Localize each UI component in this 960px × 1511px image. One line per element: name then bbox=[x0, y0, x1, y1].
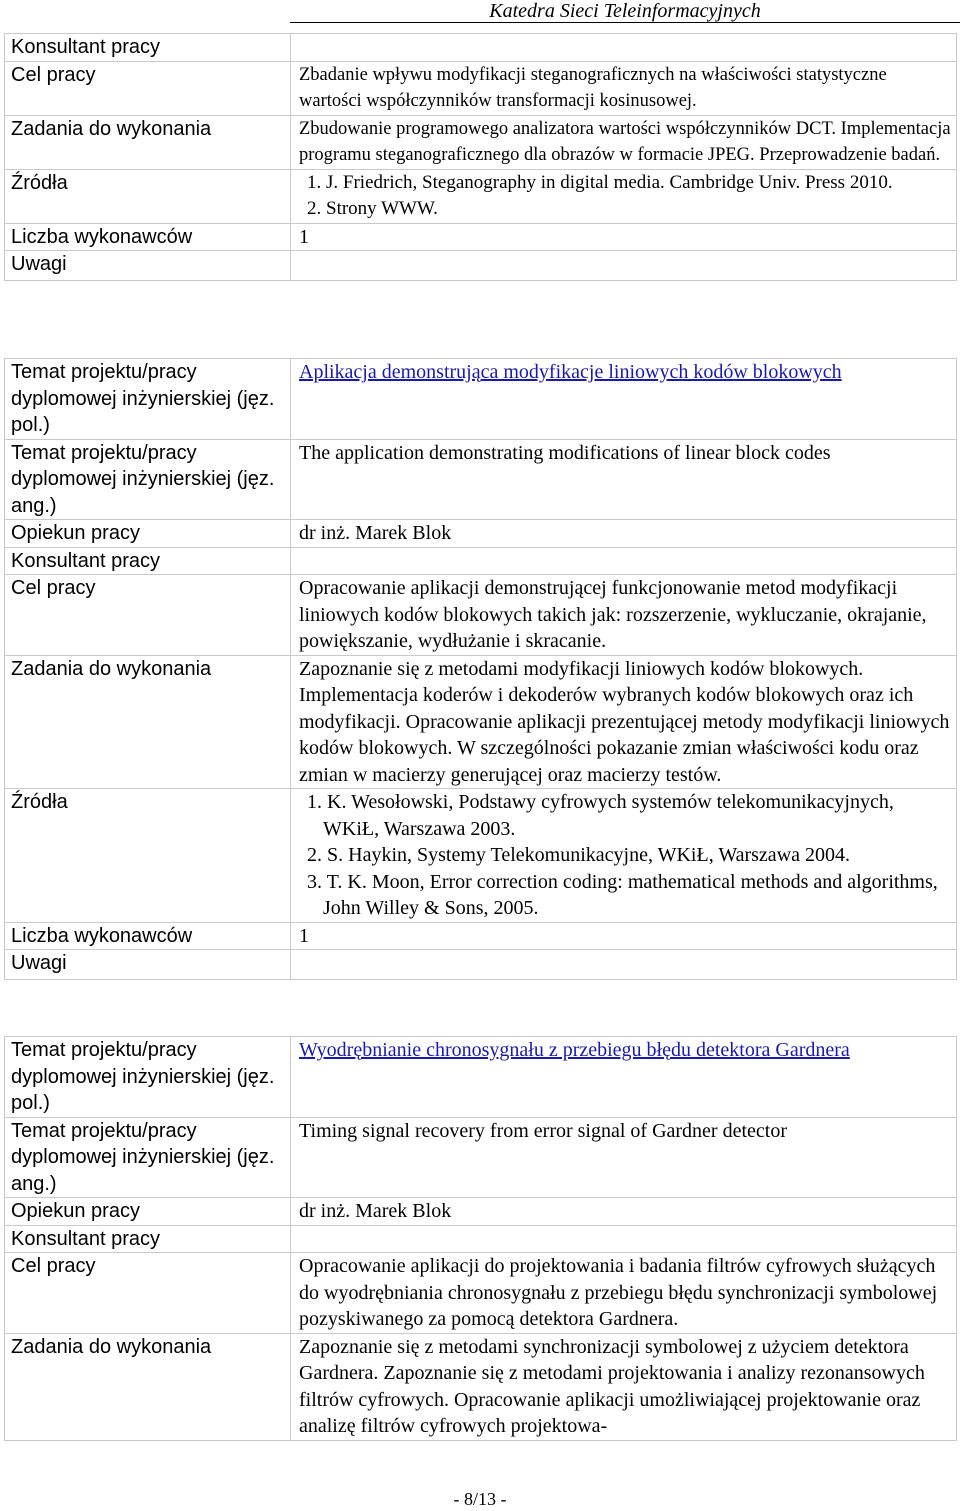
row-label: Cel pracy bbox=[5, 61, 291, 115]
row-label: Liczba wykonawców bbox=[5, 223, 291, 251]
table-row bbox=[5, 789, 957, 923]
thesis-table-3 bbox=[4, 1036, 957, 1441]
table-row bbox=[5, 922, 957, 950]
consultant bbox=[291, 547, 957, 575]
goal: Opracowanie aplikacji do projektowania i badania filtrów cyfrowych służących do wyodrębniania chronosygnału z przebiegu błędu synchronizacji symbolowej pozyskiwanego za pomocą detektora Gardnera. bbox=[291, 1253, 957, 1334]
table-row bbox=[5, 575, 957, 656]
supervisor: dr inż. Marek Blok bbox=[291, 520, 957, 548]
sources-label: Źródła bbox=[5, 789, 291, 923]
supervisor-label: Opiekun pracy bbox=[5, 1198, 291, 1226]
title-pl-link[interactable]: Wyodrębnianie chronosygnału z przebiegu błędu detektora Gardnera bbox=[299, 1039, 850, 1061]
table-row bbox=[5, 169, 957, 223]
table-row bbox=[5, 439, 957, 520]
table-row bbox=[5, 1037, 957, 1118]
sources-list bbox=[291, 169, 957, 223]
title-en-label: Temat projektu/pracy dyplomowej inżynierskiej (jęz. ang.) bbox=[5, 1117, 291, 1198]
table-row bbox=[5, 251, 957, 281]
table-row bbox=[5, 1253, 957, 1334]
source-item: 1. J. Friedrich, Steganography in digital media. Cambridge Univ. Press 2010. bbox=[307, 171, 893, 193]
table-row bbox=[5, 359, 957, 440]
title-en: Timing signal recovery from error signal of Gardner detector bbox=[291, 1117, 957, 1198]
consultant bbox=[291, 1225, 957, 1253]
page-number: - 8/13 - bbox=[453, 1489, 507, 1509]
title-pl bbox=[291, 359, 957, 440]
goal-label: Cel pracy bbox=[5, 575, 291, 656]
row-label: Zadania do wykonania bbox=[5, 115, 291, 169]
row-value bbox=[291, 34, 957, 62]
table-row bbox=[5, 547, 957, 575]
count: 1 bbox=[291, 922, 957, 950]
table-row bbox=[5, 34, 957, 62]
row-value: 1 bbox=[291, 223, 957, 251]
table-row bbox=[5, 115, 957, 169]
title-pl bbox=[291, 1037, 957, 1118]
sources-list bbox=[291, 789, 957, 923]
table-row bbox=[5, 950, 957, 980]
goal: Opracowanie aplikacji demonstrującej funkcjonowanie metod modyfikacji liniowych kodów blokowych takich jak: rozszerzenie, wykluczanie, okrajanie, powiększanie, wydłużanie i skracanie. bbox=[291, 575, 957, 656]
title-pl-label: Temat projektu/pracy dyplomowej inżynierskiej (jęz. pol.) bbox=[5, 359, 291, 440]
page-header: Katedra Sieci Teleinformacyjnych bbox=[290, 0, 960, 23]
source-item: 1. K. Wesołowski, Podstawy cyfrowych systemów telekomunikacyjnych, WKiŁ, Warszawa 2003. bbox=[307, 791, 894, 840]
title-en-label: Temat projektu/pracy dyplomowej inżynierskiej (jęz. ang.) bbox=[5, 439, 291, 520]
notes bbox=[291, 950, 957, 980]
row-label: Uwagi bbox=[5, 251, 291, 281]
row-label: Źródła bbox=[5, 169, 291, 223]
table-row bbox=[5, 655, 957, 789]
table-row bbox=[5, 223, 957, 251]
table-row bbox=[5, 61, 957, 115]
supervisor: dr inż. Marek Blok bbox=[291, 1198, 957, 1226]
title-pl-link[interactable]: Aplikacja demonstrująca modyfikacje liniowych kodów blokowych bbox=[299, 361, 842, 383]
consultant-label: Konsultant pracy bbox=[5, 547, 291, 575]
title-pl-label: Temat projektu/pracy dyplomowej inżynierskiej (jęz. pol.) bbox=[5, 1037, 291, 1118]
notes-label: Uwagi bbox=[5, 950, 291, 980]
title-en: The application demonstrating modifications of linear block codes bbox=[291, 439, 957, 520]
row-label: Konsultant pracy bbox=[5, 34, 291, 62]
source-item: 2. Strony WWW. bbox=[307, 198, 438, 219]
tasks-label: Zadania do wykonania bbox=[5, 1333, 291, 1440]
row-value bbox=[291, 251, 957, 281]
table-row bbox=[5, 520, 957, 548]
thesis-table-2 bbox=[4, 358, 957, 980]
tasks-label: Zadania do wykonania bbox=[5, 655, 291, 789]
supervisor-label: Opiekun pracy bbox=[5, 520, 291, 548]
row-value: Zbudowanie programowego analizatora wartości współczynników DCT. Implementacja programu steganograficznego dla obrazów w formacie JPEG. Przeprowadzenie badań. bbox=[291, 115, 957, 169]
tasks: Zapoznanie się z metodami modyfikacji liniowych kodów blokowych. Implementacja koderów i dekoderów wybranych kodów blokowych oraz ich modyfikacji. Opracowanie aplikacji prezentującej metody modyfikacji liniowych kodów blokowych. W szczególności pokazanie zmian właściwości kodu oraz zmian w macierzy generującej oraz macierzy testów. bbox=[291, 655, 957, 789]
goal-label: Cel pracy bbox=[5, 1253, 291, 1334]
source-item: 2. S. Haykin, Systemy Telekomunikacyjne, WKiŁ, Warszawa 2004. bbox=[307, 844, 851, 866]
consultant-label: Konsultant pracy bbox=[5, 1225, 291, 1253]
row-value: Zbadanie wpływu modyfikacji steganograficznych na właściwości statystyczne wartości współczynników transformacji kosinusowej. bbox=[291, 61, 957, 115]
thesis-table-1 bbox=[4, 33, 957, 281]
table-row bbox=[5, 1333, 957, 1440]
source-item: 3. T. K. Moon, Error correction coding: mathematical methods and algorithms, John Willey & Sons, 2005. bbox=[307, 870, 938, 919]
table-row bbox=[5, 1117, 957, 1198]
table-row bbox=[5, 1198, 957, 1226]
table-row bbox=[5, 1225, 957, 1253]
tasks: Zapoznanie się z metodami synchronizacji symbolowej z użyciem detektora Gardnera. Zapoznanie się z metodami projektowania i analizy rezonansowych filtrów cyfrowych. Opracowanie aplikacji umożliwiającej projektowanie oraz analizę filtrów cyfrowych projektowa- bbox=[291, 1333, 957, 1440]
count-label: Liczba wykonawców bbox=[5, 922, 291, 950]
